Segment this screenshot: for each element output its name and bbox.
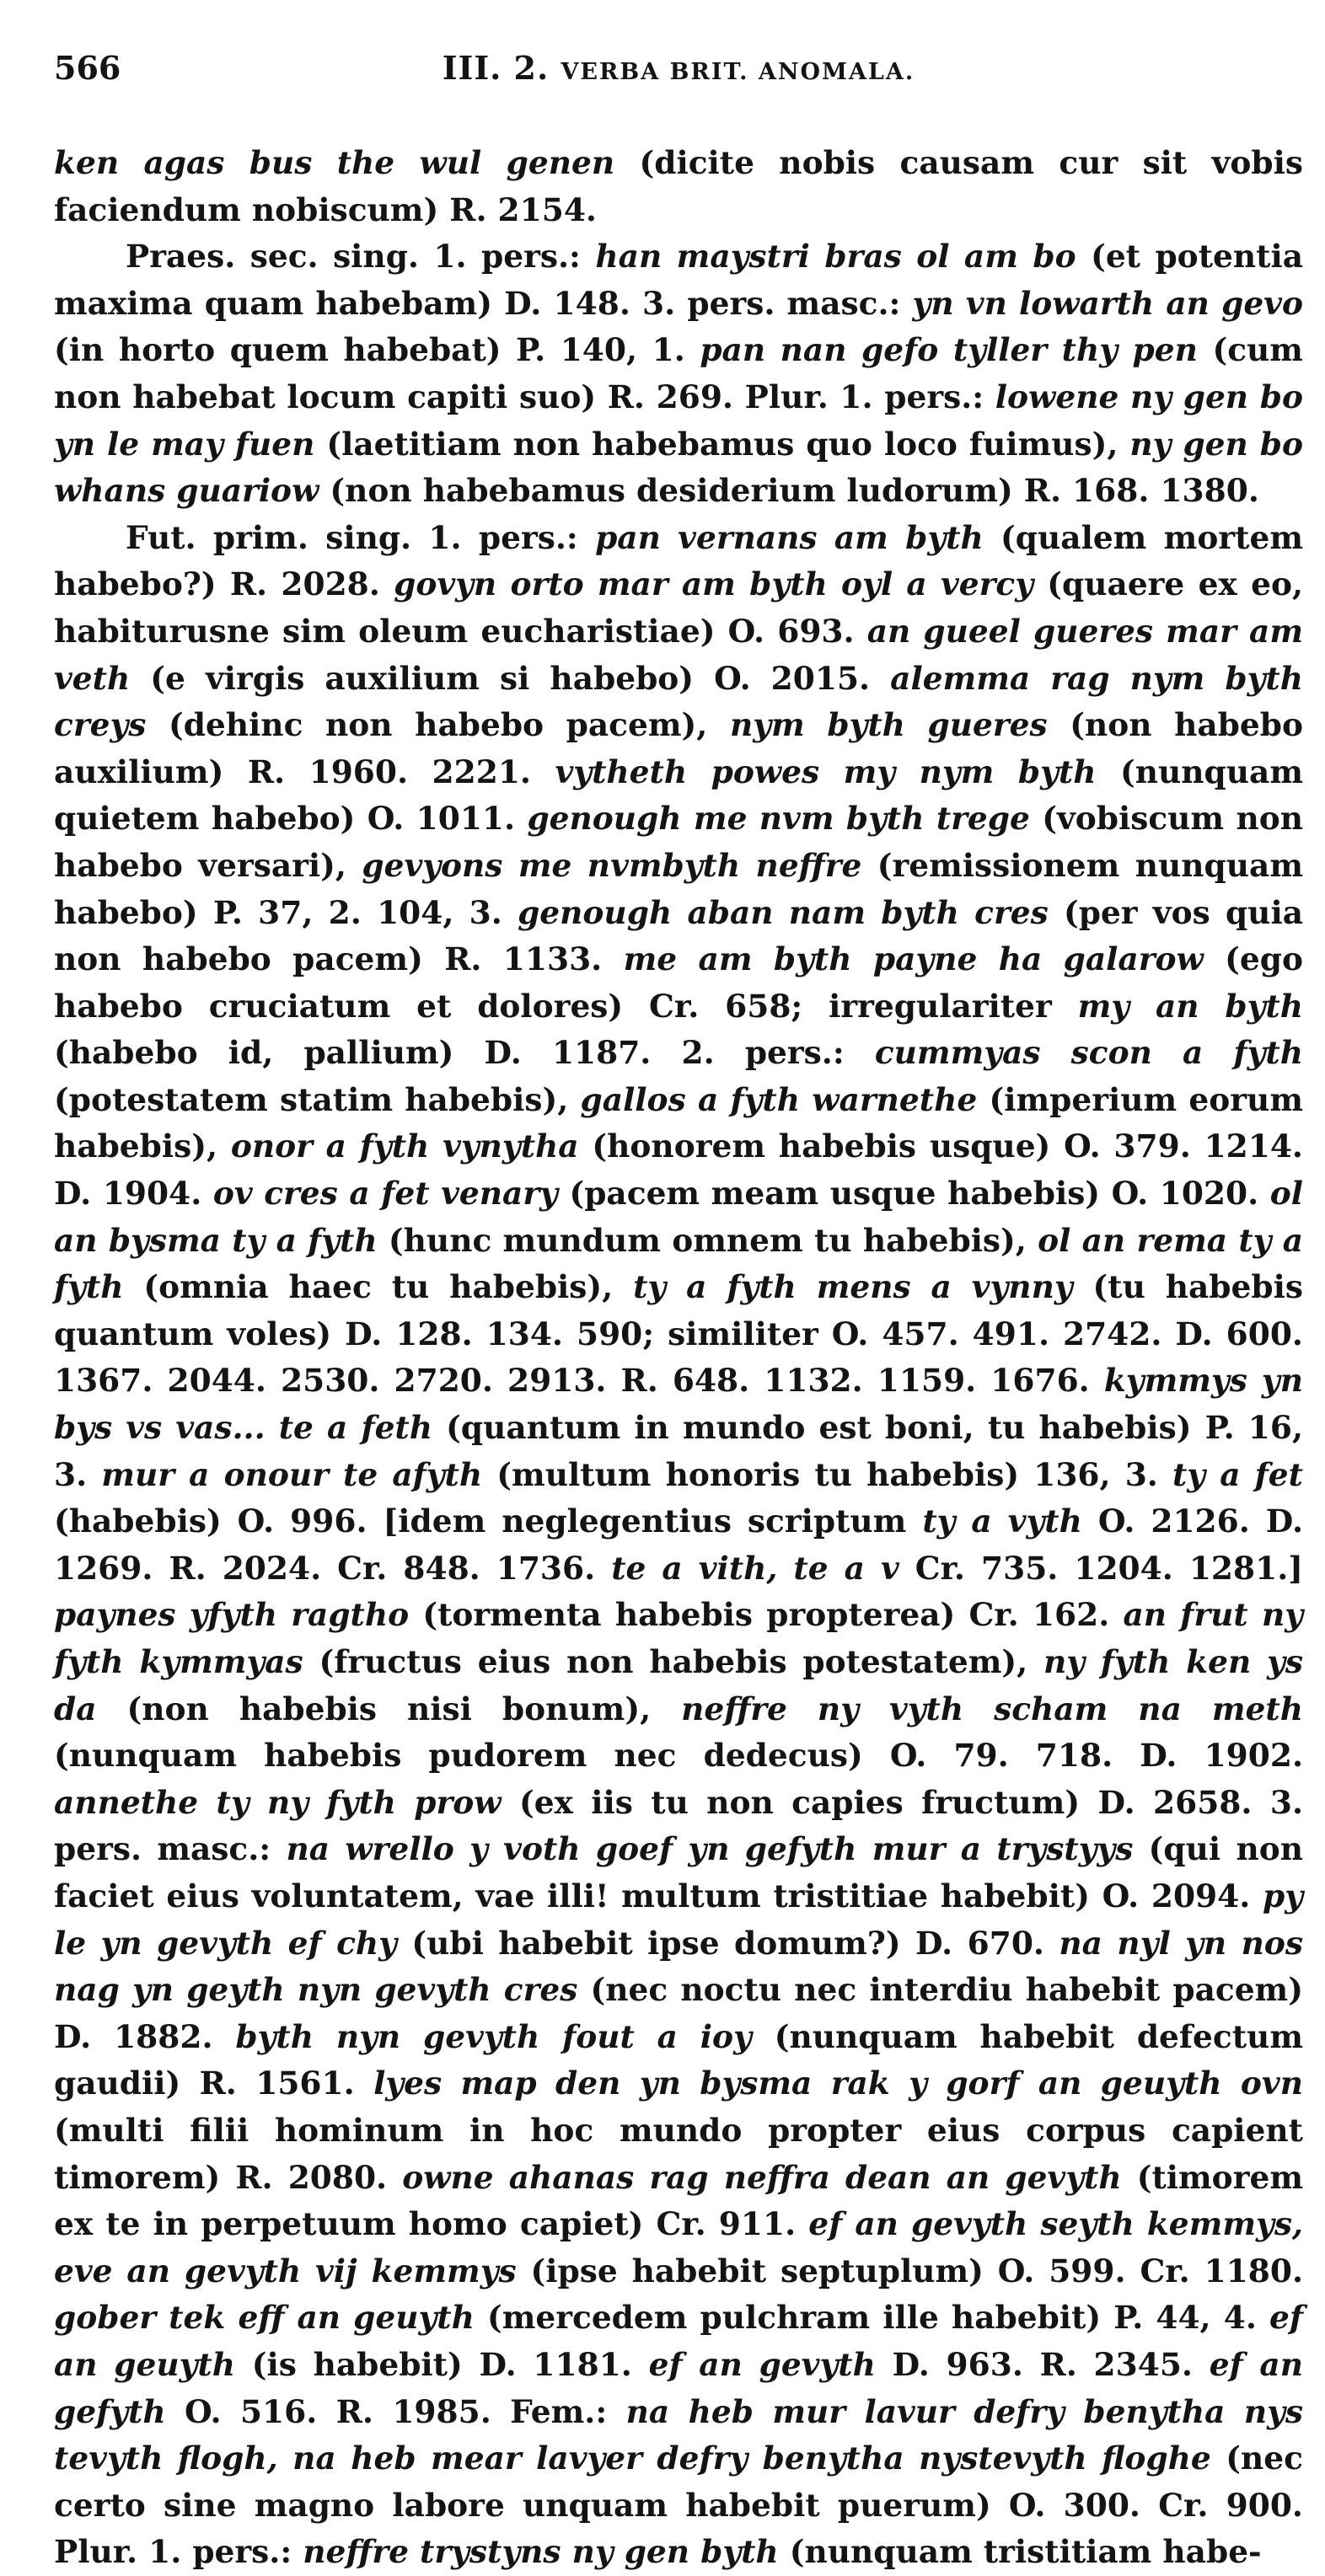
cornish-quotation: gober tek eff an geuyth bbox=[54, 2299, 475, 2337]
latin-gloss: (ego habebo cruciatum et dolores) Cr. 658; irregulariter bbox=[54, 940, 1304, 1025]
cornish-quotation: genough me nvm byth trege bbox=[527, 800, 1030, 838]
latin-gloss: (tormenta habebis propterea) Cr. 162. bbox=[409, 1596, 1124, 1634]
cornish-quotation: owne ahanas rag neffra dean an gevyth bbox=[402, 2158, 1122, 2196]
cornish-quotation: neffre trystyns ny gen byth bbox=[303, 2533, 779, 2571]
cornish-quotation: cummyas scon a fyth bbox=[874, 1034, 1303, 1072]
latin-gloss: (non habebo auxilium) R. 1960. 2221. bbox=[54, 706, 1303, 790]
cornish-quotation: gevyons me nvmbyth neffre bbox=[362, 846, 862, 884]
latin-gloss: (nunquam habebis pudorem nec dedecus) O. 79. 718. D. 1902. bbox=[54, 1737, 1303, 1775]
running-header bbox=[54, 49, 1303, 99]
paragraph bbox=[54, 233, 1303, 515]
latin-gloss: (pacem meam usque habebis) O. 1020. bbox=[557, 1175, 1270, 1213]
cornish-quotation: an frut ny fyth kymmyas bbox=[54, 1596, 1303, 1680]
cornish-quotation: yn vn lowarth an gevo bbox=[912, 284, 1303, 322]
cornish-quotation: nym byth gueres bbox=[729, 706, 1048, 744]
latin-gloss: (hunc mundum omnem tu habebis), bbox=[377, 1221, 1038, 1259]
latin-gloss: (ubi habebit ipse domum?) D. 670. bbox=[396, 1924, 1059, 1962]
latin-gloss: (nunquam habebit defectum gaudii) R. 1561. bbox=[54, 2017, 1304, 2102]
cornish-quotation: ol an rema ty a fyth bbox=[54, 1221, 1304, 1306]
latin-gloss: (nec noctu nec interdiu habebit pacem) D. 1882. bbox=[54, 1971, 1303, 2055]
cornish-quotation: govyn orto mar am byth oyl a vercy bbox=[394, 565, 1033, 603]
cornish-quotation: ef an geuyth bbox=[54, 2299, 1303, 2383]
latin-gloss: (fructus eius non habebis potestatem), bbox=[303, 1643, 1043, 1680]
latin-gloss: (nunquam quietem habebo) O. 1011. bbox=[54, 752, 1304, 838]
section-title: VERBA BRIT. ANOMALA. bbox=[561, 59, 915, 85]
page-number: 566 bbox=[54, 49, 121, 87]
latin-gloss: Cr. 735. 1204. 1281.] bbox=[899, 1549, 1303, 1587]
latin-gloss: O. 2126. D. 1269. R. 2024. Cr. 848. 1736. bbox=[54, 1502, 1303, 1587]
latin-gloss: (imperium eorum habebis), bbox=[54, 1080, 1303, 1165]
body-text bbox=[54, 140, 1303, 2576]
cornish-quotation: ty a vyth bbox=[922, 1502, 1082, 1540]
latin-gloss: (laetitiam non habebamus quo loco fuimus), bbox=[314, 425, 1130, 463]
latin-gloss: (mercedem pulchram ille habebit) P. 44, 4. bbox=[474, 2299, 1269, 2337]
cornish-quotation: gallos a fyth warnethe bbox=[580, 1080, 978, 1118]
cornish-quotation: onor a fyth vynytha bbox=[230, 1127, 579, 1165]
cornish-quotation: te a vith, te a v bbox=[611, 1549, 899, 1587]
latin-gloss: (nec certo sine magno labore unquam habebit puerum) O. 300. Cr. 900. Plur. 1. pers.: bbox=[54, 2439, 1303, 2571]
latin-gloss: (timorem ex te in perpetuum homo capiet) Cr. 911. bbox=[54, 2158, 1303, 2243]
cornish-quotation: py le yn gevyth ef chy bbox=[54, 1877, 1303, 1962]
paragraph bbox=[54, 140, 1303, 233]
latin-gloss: (nunquam tristitiam habe- bbox=[778, 2533, 1262, 2571]
cornish-quotation: me am byth payne ha galarow bbox=[623, 940, 1204, 978]
cornish-quotation: alemma rag nym byth creys bbox=[54, 659, 1303, 744]
paragraph bbox=[54, 515, 1303, 2576]
cornish-quotation: na nyl yn nos nag yn geyth nyn gevyth cres bbox=[54, 1924, 1303, 2009]
cornish-quotation: neffre ny vyth scham na meth bbox=[681, 1690, 1303, 1727]
latin-gloss: (et potentia maxima quam habebam) D. 148. 3. pers. masc.: bbox=[54, 238, 1304, 322]
latin-gloss: (per vos quia non habebo pacem) R. 1133. bbox=[54, 893, 1303, 978]
cornish-quotation: genough aban nam byth cres bbox=[518, 893, 1049, 931]
latin-gloss: (is habebit) D. 1181. bbox=[235, 2345, 649, 2383]
cornish-quotation: pan nan gefo tyller thy pen bbox=[700, 331, 1198, 369]
section-number: III. 2. bbox=[442, 49, 550, 87]
cornish-quotation: vytheth powes my nym byth bbox=[555, 752, 1097, 790]
cornish-quotation: ny gen bo whans guariow bbox=[54, 425, 1304, 510]
cornish-quotation: byth nyn gevyth fout a ioy bbox=[235, 2017, 752, 2055]
latin-gloss: (cum non habebat locum capiti suo) R. 269. Plur. 1. pers.: bbox=[54, 331, 1303, 415]
latin-gloss: (omnia haec tu habebis), bbox=[123, 1268, 634, 1306]
latin-gloss: (honorem habebis usque) O. 379. 1214. D. 1904. bbox=[54, 1127, 1303, 1213]
cornish-quotation: kymmys yn bys vs vas... te a feth bbox=[54, 1362, 1303, 1447]
cornish-quotation: ken agas bus the wul genen bbox=[54, 144, 615, 181]
latin-gloss: (remissionem nunquam habebo) P. 37, 2. 104, 3. bbox=[54, 846, 1304, 931]
latin-gloss: (non habebamus desiderium ludorum) R. 168. 1380. bbox=[319, 472, 1259, 510]
cornish-quotation: lowene ny gen bo yn le may fuen bbox=[54, 378, 1303, 463]
cornish-quotation: paynes yfyth ragtho bbox=[54, 1596, 410, 1634]
cornish-quotation: ef an gevyth seyth kemmys, eve an gevyth vij kemmys bbox=[54, 2205, 1303, 2289]
cornish-quotation: an gueel gueres mar am veth bbox=[54, 612, 1304, 697]
latin-gloss: (potestatem statim habebis), bbox=[54, 1080, 581, 1118]
latin-gloss: (habebis) O. 996. [idem neglegentius scriptum bbox=[54, 1502, 923, 1540]
cornish-quotation: na heb mur lavur defry benytha nys tevyth flogh, na heb mear lavyer defry benytha nystevyth floghe bbox=[54, 2392, 1303, 2477]
latin-gloss: (e virgis auxilium si habebo) O. 2015. bbox=[130, 659, 891, 697]
latin-gloss: (multum honoris tu habebis) 136, 3. bbox=[482, 1455, 1172, 1493]
latin-gloss: (multi filii hominum in hoc mundo propter eius corpus capient timorem) R. 2080. bbox=[54, 2111, 1303, 2196]
cornish-quotation: ty a fyth mens a vynny bbox=[633, 1268, 1073, 1306]
latin-gloss: (qualem mortem habebo?) R. 2028. bbox=[54, 518, 1303, 603]
cornish-quotation: ef an gevyth bbox=[648, 2345, 876, 2383]
latin-gloss: D. 963. R. 2345. bbox=[875, 2345, 1210, 2383]
latin-gloss: (habebo id, pallium) D. 1187. 2. pers.: bbox=[54, 1034, 875, 1072]
latin-gloss: (quantum in mundo est boni, tu habebis) P. 16, 3. bbox=[54, 1409, 1303, 1493]
cornish-quotation: ol an bysma ty a fyth bbox=[54, 1175, 1304, 1259]
latin-gloss: (quaere ex eo, habiturusne sim oleum eucharistiae) O. 693. bbox=[54, 565, 1304, 650]
latin-gloss: (non habebis nisi bonum), bbox=[96, 1690, 682, 1727]
cornish-quotation: ov cres a fet venary bbox=[212, 1175, 558, 1213]
latin-gloss: O. 516. R. 1985. Fem.: bbox=[165, 2392, 626, 2430]
cornish-quotation: pan vernans am byth bbox=[595, 518, 984, 556]
latin-gloss: Praes. sec. sing. 1. pers.: bbox=[126, 238, 596, 276]
latin-gloss: (in horto quem habebat) P. 140, 1. bbox=[54, 331, 700, 369]
cornish-quotation: han maystri bras ol am bo bbox=[595, 238, 1076, 276]
cornish-quotation: mur a onour te afyth bbox=[101, 1455, 483, 1493]
latin-gloss: (vobiscum non habebo versari), bbox=[54, 800, 1303, 884]
latin-gloss: (ex iis tu non capies fructum) D. 2658. 3. pers. masc.: bbox=[54, 1783, 1304, 1868]
latin-gloss: (tu habebis quantum voles) D. 128. 134. 590; similiter O. 457. 491. 2742. D. 600. 1367. 2044. 2530. 2720. 2913. R. 648. 1132. 1159. 1676. bbox=[54, 1268, 1303, 1400]
latin-gloss: Fut. prim. sing. 1. pers.: bbox=[126, 518, 596, 556]
latin-gloss: (ipse habebit septuplum) O. 599. Cr. 1180. bbox=[516, 2252, 1303, 2289]
cornish-quotation: ty a fet bbox=[1172, 1455, 1303, 1493]
latin-gloss: (dicite nobis causam cur sit vobis faciendum nobiscum) R. 2154. bbox=[54, 144, 1303, 228]
cornish-quotation: annethe ty ny fyth prow bbox=[54, 1783, 502, 1821]
running-head bbox=[54, 49, 1303, 87]
latin-gloss: (qui non faciet eius voluntatem, vae illi! multum tristitiae habebit) O. 2094. bbox=[54, 1830, 1303, 1915]
latin-gloss: (dehinc non habebo pacem), bbox=[146, 706, 730, 744]
cornish-quotation: na wrello y voth goef yn gefyth mur a trystyys bbox=[286, 1830, 1134, 1868]
cornish-quotation: ef an gefyth bbox=[54, 2345, 1303, 2430]
cornish-quotation: ny fyth ken ys da bbox=[54, 1643, 1303, 1727]
cornish-quotation: lyes map den yn bysma rak y gorf an geuyth ovn bbox=[373, 2065, 1303, 2102]
cornish-quotation: my an byth bbox=[1077, 987, 1303, 1025]
